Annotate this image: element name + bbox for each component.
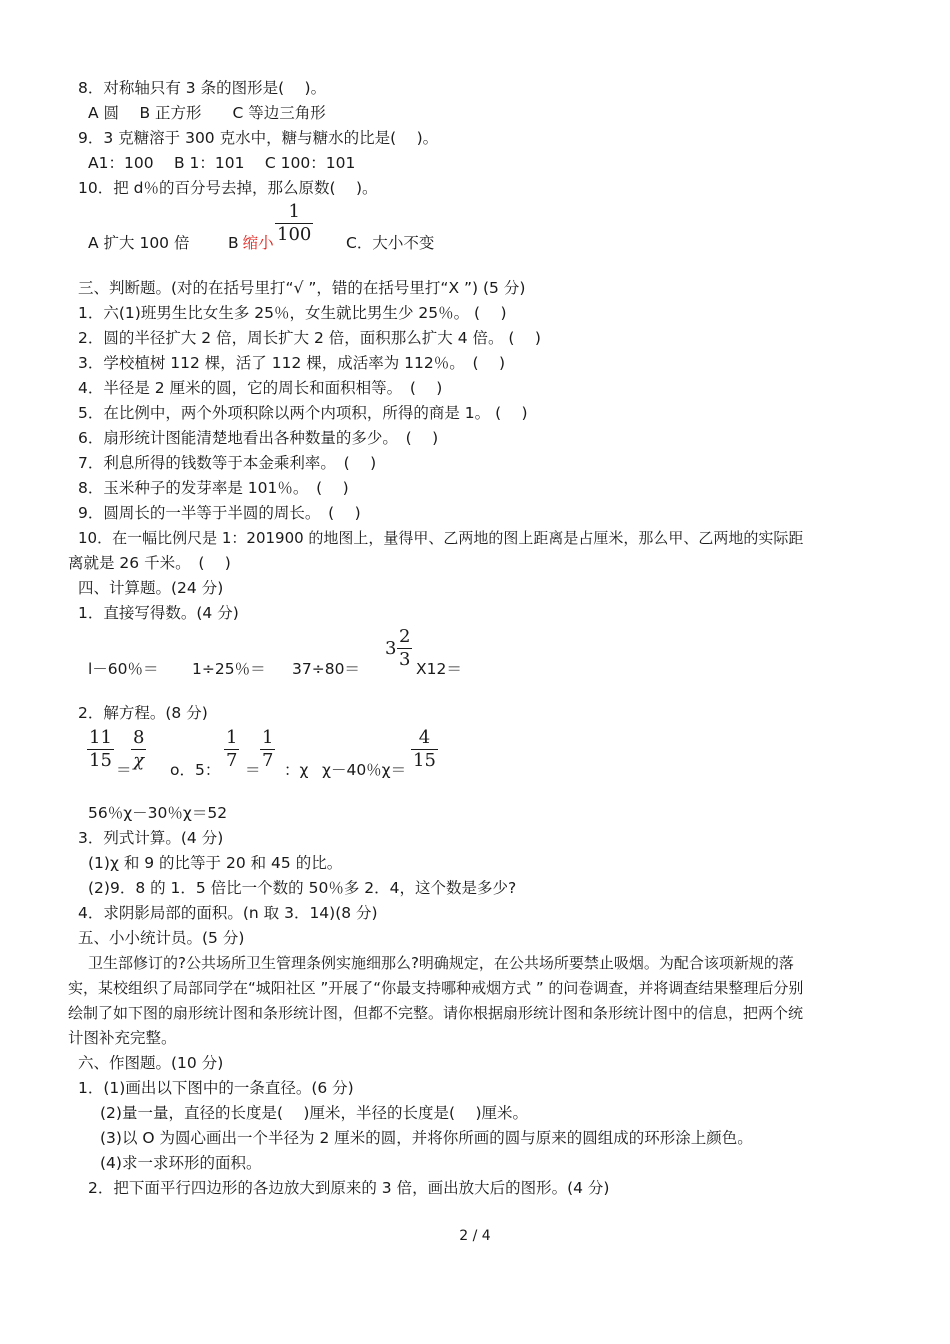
judge-item-3: 3．学校植树 112 棵，活了 112 棵，成活率为 112％。 ( ) <box>78 354 506 372</box>
calc-1d-whole: 3 <box>385 638 397 659</box>
judge-item-8: 8．玉米种子的发芽率是 101％。 ( ) <box>78 479 349 497</box>
q10-option-b-letter: B <box>228 234 239 252</box>
calc-part1-title: 1．直接写得数。(4 分) <box>78 604 239 622</box>
eq2-numerator: 1 <box>226 727 238 748</box>
eq2-numerator-right: 1 <box>262 727 274 748</box>
judge-item-10-line1: 10．在一幅比例尺是 1：201900 的地图上，量得甲、乙两地的图上距离是占厘米，那么甲、乙两地的实际距 <box>78 529 804 547</box>
judge-item-7: 7．利息所得的钱数等于本金乘利率。 ( ) <box>78 454 377 472</box>
eq1-fraction-left <box>87 728 114 771</box>
eq2-fraction-left <box>224 728 239 771</box>
q10-fraction <box>275 202 313 245</box>
section5-para-line2: 实，某校组织了局部同学在“城阳社区 ”开展了“你最支持哪种戒烟方式 ” 的问卷调查，并将调查结果整理后分别 <box>68 979 804 997</box>
q10-option-c: C．大小不变 <box>346 234 435 252</box>
eq1-equals: ＝ <box>116 761 132 779</box>
eq2-lead: o．5： <box>170 761 221 779</box>
eq2-denominator: 7 <box>226 750 238 771</box>
section3-title: 三、判断题。(对的在括号里打“√ ”，错的在括号里打“X ”) (5 分) <box>78 279 526 297</box>
calc-part4-title: 4．求阴影局部的面积。(n 取 3．14)(8 分) <box>78 904 378 922</box>
page-number: 2 / 4 <box>459 1228 491 1244</box>
judge-item-9: 9．圆周长的一半等于半圆的周长。 ( ) <box>78 504 361 522</box>
q10-fraction-numerator: 1 <box>288 201 300 222</box>
q8-text: 8．对称轴只有 3 条的图形是( )。 <box>78 79 327 97</box>
judge-item-1: 1．六(1)班男生比女生多 25％，女生就比男生少 25％。 ( ) <box>78 304 507 322</box>
eq1-fraction-right <box>131 728 146 771</box>
draw-q1: 1．(1)画出以下图中的一条直径。(6 分) <box>78 1079 354 1097</box>
q10-text: 10．把 d％的百分号去掉，那么原数( )。 <box>78 179 378 197</box>
calc-part3-a: (1)χ 和 9 的比等于 20 和 45 的比。 <box>88 854 343 872</box>
calc-1a: l－60％＝ <box>88 660 159 678</box>
draw-q1-4: (4)求一求环形的面积。 <box>100 1154 262 1172</box>
judge-item-5: 5．在比例中，两个外项积除以两个内项积，所得的商是 1。 ( ) <box>78 404 528 422</box>
eq3-denominator: 15 <box>413 750 436 771</box>
calc-part3-b: (2)9．8 的 1．5 倍比一个数的 50％多 2．4，这个数是多少? <box>88 879 517 897</box>
judge-item-10-line2: 离就是 26 千米。 ( ) <box>68 554 231 572</box>
section4-title: 四、计算题。(24 分) <box>78 579 224 597</box>
section5-title: 五、小小统计员。(5 分) <box>78 929 245 947</box>
q10-option-b-word: 缩小 <box>242 234 274 252</box>
eq1-denominator: 15 <box>89 750 112 771</box>
q10-option-b <box>228 233 274 253</box>
eq4: 56％χ－30％χ＝52 <box>88 804 228 822</box>
eq2-fraction-right <box>260 728 275 771</box>
q10-option-a: A 扩大 100 倍 <box>88 234 190 252</box>
q10-fraction-denominator: 100 <box>277 224 312 245</box>
eq1-denominator-right: χ <box>133 750 145 771</box>
section5-para-line3: 绘制了如下图的扇形统计图和条形统计图，但都不完整。请你根据扇形统计图和条形统计图中的信息，把两个统 <box>68 1004 804 1022</box>
section6-title: 六、作图题。(10 分) <box>78 1054 224 1072</box>
calc-1d-numerator: 2 <box>399 626 411 647</box>
calc-1d-denominator: 3 <box>399 649 411 670</box>
q9-options: A1：100 B 1：101 C 100：101 <box>88 154 356 172</box>
section5-para-line1: 卫生部修订的?公共场所卫生管理条例实施细那么?明确规定，在公共场所要禁止吸烟。为配合该项新规的落 <box>88 954 794 972</box>
judge-item-6: 6．扇形统计图能清楚地看出各种数量的多少。 ( ) <box>78 429 439 447</box>
calc-1d-fraction <box>397 627 412 670</box>
eq2-equals: ＝ <box>245 761 261 779</box>
draw-q1-3: (3)以 O 为圆心画出一个半径为 2 厘米的圆，并将你所画的圆与原来的圆组成的环形涂上颜色。 <box>100 1129 753 1147</box>
eq2-denominator-right: 7 <box>262 750 274 771</box>
q8-options: A 圆 B 正方形 C 等边三角形 <box>88 104 326 122</box>
calc-1b: 1÷25％＝ <box>192 660 266 678</box>
draw-q2: 2．把下面平行四边形的各边放大到原来的 3 倍，画出放大后的图形。(4 分) <box>88 1179 610 1197</box>
eq3-fraction <box>411 728 438 771</box>
calc-1c: 37÷80＝ <box>292 660 360 678</box>
eq1-numerator: 11 <box>89 727 112 748</box>
eq1-numerator-right: 8 <box>133 727 145 748</box>
q9-text: 9．3 克糖溶于 300 克水中，糖与糖水的比是( )。 <box>78 129 439 147</box>
eq3-numerator: 4 <box>418 727 431 748</box>
calc-part3-title: 3．列式计算。(4 分) <box>78 829 224 847</box>
judge-item-2: 2．圆的半径扩大 2 倍，周长扩大 2 倍，面积那么扩大 4 倍。 ( ) <box>78 329 541 347</box>
section5-para-line4: 计图补充完整。 <box>68 1029 177 1047</box>
draw-q1-2: (2)量一量，直径的长度是( )厘米，半径的长度是( )厘米。 <box>100 1104 529 1122</box>
judge-item-4: 4．半径是 2 厘米的圆，它的周长和面积相等。 ( ) <box>78 379 443 397</box>
calc-part2-title: 2．解方程。(8 分) <box>78 704 208 722</box>
eq2-tail: ：χ <box>284 761 309 779</box>
eq3-lead: χ－40％χ＝ <box>322 761 407 779</box>
calc-1d-rest: X12＝ <box>416 660 462 678</box>
